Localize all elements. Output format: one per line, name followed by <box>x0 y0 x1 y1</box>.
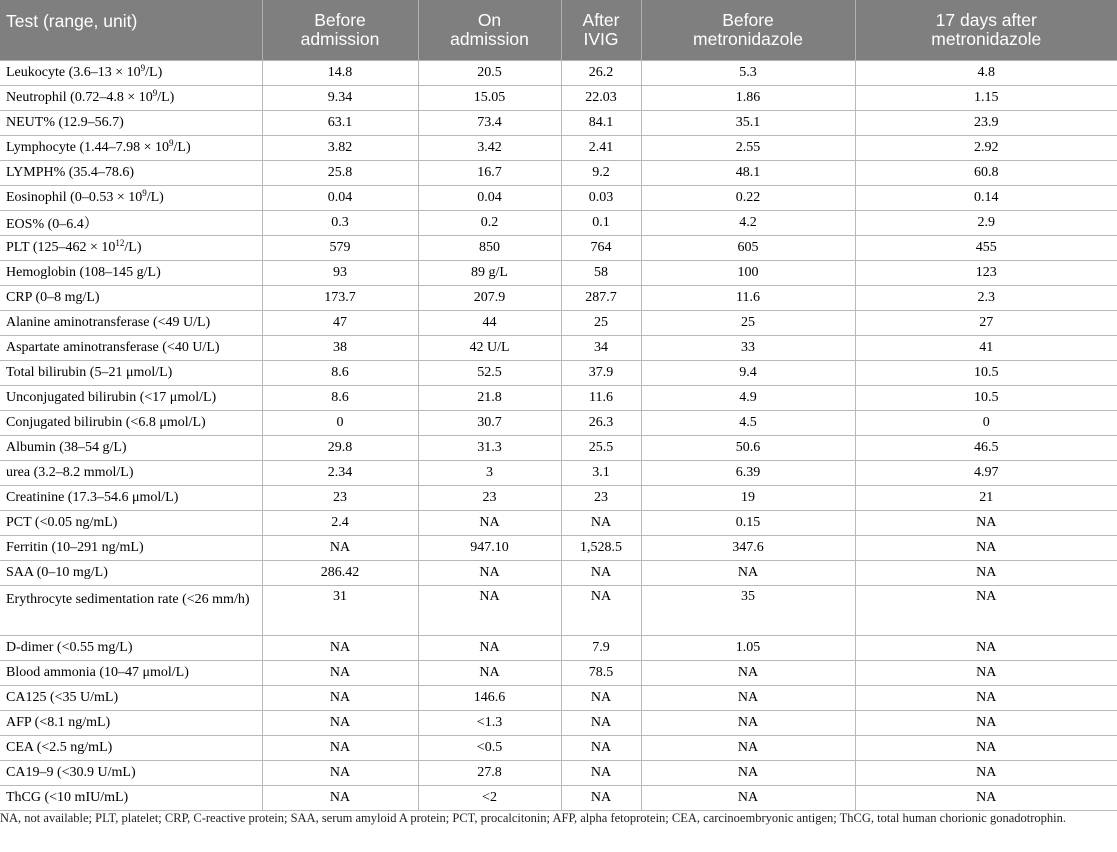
header-line: Before <box>722 10 774 30</box>
test-name-cell <box>0 211 262 236</box>
value-cell: 0.1 <box>561 211 641 236</box>
value-cell: 2.92 <box>855 136 1117 161</box>
value-cell: NA <box>855 711 1117 736</box>
value-cell: 2.55 <box>641 136 855 161</box>
unit-suffix: /L) <box>124 240 142 255</box>
value-cell: NA <box>561 511 641 536</box>
table-row <box>0 536 1117 561</box>
table-header <box>0 0 1117 61</box>
on-admission-header <box>418 0 561 61</box>
test-name: ThCG (<10 mIU/mL) <box>6 790 129 805</box>
test-name-cell <box>0 461 262 486</box>
header-line: 17 days after <box>935 10 1037 30</box>
value-cell: NA <box>561 586 641 636</box>
value-cell: 0.3 <box>262 211 418 236</box>
test-name-cell <box>0 186 262 211</box>
unit-suffix: /L) <box>157 90 175 105</box>
value-cell: 78.5 <box>561 661 641 686</box>
table-row <box>0 61 1117 86</box>
value-cell: NA <box>262 686 418 711</box>
test-name: Alanine aminotransferase (<49 U/L) <box>6 315 211 330</box>
value-cell: 0.03 <box>561 186 641 211</box>
value-cell: NA <box>561 736 641 761</box>
value-cell: 30.7 <box>418 411 561 436</box>
value-cell: 25.8 <box>262 161 418 186</box>
table-row <box>0 636 1117 661</box>
test-name: Albumin (38–54 g/L) <box>6 440 127 455</box>
table-row <box>0 386 1117 411</box>
value-cell: NA <box>855 561 1117 586</box>
table-row <box>0 111 1117 136</box>
test-name: SAA (0–10 mg/L) <box>6 565 108 580</box>
test-name: Unconjugated bilirubin (<17 μmol/L) <box>6 390 217 405</box>
value-cell: 1.05 <box>641 636 855 661</box>
test-name-cell <box>0 161 262 186</box>
header-row <box>0 0 1117 61</box>
table-row <box>0 511 1117 536</box>
header-line: Before <box>314 10 366 30</box>
value-cell: NA <box>561 561 641 586</box>
value-cell: NA <box>418 586 561 636</box>
test-name: Conjugated bilirubin (<6.8 μmol/L) <box>6 415 206 430</box>
value-cell: NA <box>855 586 1117 636</box>
test-name: Ferritin (10–291 ng/mL) <box>6 540 144 555</box>
test-name: D-dimer (<0.55 mg/L) <box>6 640 133 655</box>
value-cell: 1,528.5 <box>561 536 641 561</box>
header-line: metronidazole <box>693 29 803 49</box>
test-name-cell <box>0 436 262 461</box>
value-cell: 605 <box>641 236 855 261</box>
test-name-cell <box>0 586 262 636</box>
value-cell: 6.39 <box>641 461 855 486</box>
test-name: NEUT% (12.9–56.7) <box>6 115 124 130</box>
value-cell: 1.15 <box>855 86 1117 111</box>
table-row <box>0 311 1117 336</box>
test-column-header <box>0 0 262 61</box>
value-cell: 4.97 <box>855 461 1117 486</box>
table-row <box>0 661 1117 686</box>
value-cell: 35.1 <box>641 111 855 136</box>
value-cell: 0 <box>262 411 418 436</box>
value-cell: NA <box>561 786 641 811</box>
after-metronidazole-header <box>855 0 1117 61</box>
value-cell: NA <box>418 636 561 661</box>
value-cell: 455 <box>855 236 1117 261</box>
table-row <box>0 211 1117 236</box>
test-name: CEA (<2.5 ng/mL) <box>6 740 113 755</box>
value-cell: 7.9 <box>561 636 641 661</box>
header-line: admission <box>300 29 380 49</box>
value-cell: 25 <box>641 311 855 336</box>
test-name: Total bilirubin (5–21 μmol/L) <box>6 365 173 380</box>
table-row <box>0 336 1117 361</box>
value-cell: <0.5 <box>418 736 561 761</box>
value-cell: 23.9 <box>855 111 1117 136</box>
value-cell: NA <box>418 661 561 686</box>
unit-exponent: 12 <box>115 238 125 248</box>
before-admission-header <box>262 0 418 61</box>
value-cell: 579 <box>262 236 418 261</box>
value-cell: 947.10 <box>418 536 561 561</box>
test-name: AFP (<8.1 ng/mL) <box>6 715 111 730</box>
header-line: Test (range, unit) <box>6 11 138 31</box>
value-cell: 50.6 <box>641 436 855 461</box>
value-cell: <1.3 <box>418 711 561 736</box>
test-name-cell <box>0 761 262 786</box>
value-cell: 2.3 <box>855 286 1117 311</box>
before-metronidazole-header <box>641 0 855 61</box>
value-cell: NA <box>641 711 855 736</box>
test-name-cell <box>0 261 262 286</box>
table-row <box>0 761 1117 786</box>
table-row <box>0 86 1117 111</box>
value-cell: NA <box>262 536 418 561</box>
value-cell: NA <box>855 736 1117 761</box>
value-cell: 286.42 <box>262 561 418 586</box>
value-cell: 347.6 <box>641 536 855 561</box>
unit-suffix: /L) <box>173 140 191 155</box>
value-cell: 100 <box>641 261 855 286</box>
table-row <box>0 486 1117 511</box>
value-cell: NA <box>262 761 418 786</box>
value-cell: NA <box>262 711 418 736</box>
value-cell: NA <box>855 511 1117 536</box>
value-cell: 44 <box>418 311 561 336</box>
table-row <box>0 436 1117 461</box>
header-line: IVIG <box>583 29 619 49</box>
value-cell: NA <box>262 661 418 686</box>
value-cell: 850 <box>418 236 561 261</box>
table-row <box>0 586 1117 636</box>
table-row <box>0 361 1117 386</box>
value-cell: NA <box>855 686 1117 711</box>
test-name: CA125 (<35 U/mL) <box>6 690 119 705</box>
value-cell: 0.22 <box>641 186 855 211</box>
value-cell: 146.6 <box>418 686 561 711</box>
value-cell: 0 <box>855 411 1117 436</box>
value-cell: 8.6 <box>262 386 418 411</box>
value-cell: 89 g/L <box>418 261 561 286</box>
value-cell: NA <box>641 786 855 811</box>
unit-exponent: 9 <box>142 188 147 198</box>
table-row <box>0 786 1117 811</box>
value-cell: 11.6 <box>561 386 641 411</box>
value-cell: 15.05 <box>418 86 561 111</box>
value-cell: 25.5 <box>561 436 641 461</box>
test-name-cell <box>0 86 262 111</box>
test-name: Lymphocyte (1.44–7.98 × 10 <box>6 140 170 155</box>
unit-exponent: 9 <box>140 63 146 73</box>
value-cell: 23 <box>262 486 418 511</box>
value-cell: 9.34 <box>262 86 418 111</box>
table-row <box>0 236 1117 261</box>
test-name-cell <box>0 386 262 411</box>
test-name-cell <box>0 61 262 86</box>
value-cell: 3.1 <box>561 461 641 486</box>
unit-suffix: /L) <box>146 190 164 205</box>
table-row <box>0 461 1117 486</box>
value-cell: 2.9 <box>855 211 1117 236</box>
test-name: CA19–9 (<30.9 U/mL) <box>6 765 136 780</box>
value-cell: 73.4 <box>418 111 561 136</box>
value-cell: 9.2 <box>561 161 641 186</box>
value-cell: 33 <box>641 336 855 361</box>
value-cell: 63.1 <box>262 111 418 136</box>
table-row <box>0 711 1117 736</box>
value-cell: 93 <box>262 261 418 286</box>
value-cell: 21.8 <box>418 386 561 411</box>
test-name-cell <box>0 786 262 811</box>
value-cell: 47 <box>262 311 418 336</box>
value-cell: 14.8 <box>262 61 418 86</box>
value-cell: 34 <box>561 336 641 361</box>
test-name-cell <box>0 236 262 261</box>
test-name-cell <box>0 286 262 311</box>
test-name-cell <box>0 136 262 161</box>
value-cell: 37.9 <box>561 361 641 386</box>
value-cell: 4.2 <box>641 211 855 236</box>
value-cell: 10.5 <box>855 386 1117 411</box>
value-cell: 123 <box>855 261 1117 286</box>
value-cell: 25 <box>561 311 641 336</box>
test-name: PCT (<0.05 ng/mL) <box>6 515 118 530</box>
test-name-cell <box>0 561 262 586</box>
table-row <box>0 186 1117 211</box>
value-cell: 48.1 <box>641 161 855 186</box>
value-cell: NA <box>561 761 641 786</box>
test-name: Eosinophil (0–0.53 × 10 <box>6 190 143 205</box>
value-cell: NA <box>641 561 855 586</box>
value-cell: 60.8 <box>855 161 1117 186</box>
table-row <box>0 161 1117 186</box>
header-line: metronidazole <box>931 29 1042 49</box>
test-name: Aspartate aminotransferase (<40 U/L) <box>6 340 220 355</box>
test-name: Leukocyte (3.6–13 × 10 <box>6 65 141 80</box>
value-cell: NA <box>641 736 855 761</box>
test-name-cell <box>0 311 262 336</box>
value-cell: 23 <box>561 486 641 511</box>
value-cell: NA <box>641 661 855 686</box>
value-cell: NA <box>262 736 418 761</box>
value-cell: <2 <box>418 786 561 811</box>
test-name: Erythrocyte sedimentation rate (<26 mm/h) <box>6 592 250 607</box>
unit-exponent: 9 <box>169 138 174 148</box>
test-name: urea (3.2–8.2 mmol/L) <box>6 465 134 480</box>
test-name-cell <box>0 536 262 561</box>
value-cell: 11.6 <box>641 286 855 311</box>
value-cell: 31 <box>262 586 418 636</box>
table-row <box>0 686 1117 711</box>
test-name-cell <box>0 511 262 536</box>
value-cell: 4.9 <box>641 386 855 411</box>
table-row <box>0 261 1117 286</box>
table-row <box>0 736 1117 761</box>
value-cell: NA <box>418 511 561 536</box>
value-cell: 38 <box>262 336 418 361</box>
value-cell: 10.5 <box>855 361 1117 386</box>
test-name-cell <box>0 486 262 511</box>
table-row <box>0 561 1117 586</box>
test-name: PLT (125–462 × 10 <box>6 240 116 255</box>
value-cell: 3 <box>418 461 561 486</box>
value-cell: 31.3 <box>418 436 561 461</box>
test-name-cell <box>0 336 262 361</box>
value-cell: 29.8 <box>262 436 418 461</box>
value-cell: 58 <box>561 261 641 286</box>
value-cell: 52.5 <box>418 361 561 386</box>
value-cell: 9.4 <box>641 361 855 386</box>
value-cell: 27.8 <box>418 761 561 786</box>
header-line: admission <box>450 29 529 49</box>
value-cell: 2.41 <box>561 136 641 161</box>
test-name-cell <box>0 736 262 761</box>
value-cell: 20.5 <box>418 61 561 86</box>
table-row <box>0 411 1117 436</box>
value-cell: 23 <box>418 486 561 511</box>
value-cell: 35 <box>641 586 855 636</box>
table-footnote: NA, not available; PLT, platelet; CRP, C-reactive protein; SAA, serum amyloid A protein; PCT, procalcitonin; AFP, alpha fetoprotein; CEA, carcinoembryonic antigen; ThCG, total human chorionic gonadotrophin. <box>0 811 1067 825</box>
test-name: Blood ammonia (10–47 μmol/L) <box>6 665 189 680</box>
value-cell: 173.7 <box>262 286 418 311</box>
value-cell: 287.7 <box>561 286 641 311</box>
test-name: LYMPH% (35.4–78.6) <box>6 165 135 180</box>
test-name-cell <box>0 686 262 711</box>
test-name-cell <box>0 636 262 661</box>
value-cell: 0.2 <box>418 211 561 236</box>
value-cell: 207.9 <box>418 286 561 311</box>
value-cell: 3.82 <box>262 136 418 161</box>
value-cell: NA <box>855 536 1117 561</box>
table-body <box>0 61 1117 811</box>
value-cell: 41 <box>855 336 1117 361</box>
value-cell: 46.5 <box>855 436 1117 461</box>
value-cell: NA <box>561 686 641 711</box>
test-name-cell <box>0 711 262 736</box>
value-cell: 3.42 <box>418 136 561 161</box>
value-cell: NA <box>641 761 855 786</box>
table-row <box>0 136 1117 161</box>
test-name-cell <box>0 361 262 386</box>
value-cell: 16.7 <box>418 161 561 186</box>
value-cell: 22.03 <box>561 86 641 111</box>
value-cell: NA <box>641 686 855 711</box>
value-cell: 21 <box>855 486 1117 511</box>
value-cell: 26.2 <box>561 61 641 86</box>
value-cell: 0.14 <box>855 186 1117 211</box>
header-line: On <box>477 10 502 30</box>
value-cell: 26.3 <box>561 411 641 436</box>
test-name: CRP (0–8 mg/L) <box>6 290 100 305</box>
test-name: Creatinine (17.3–54.6 μmol/L) <box>6 490 179 505</box>
value-cell: 8.6 <box>262 361 418 386</box>
value-cell: NA <box>262 636 418 661</box>
value-cell: NA <box>855 786 1117 811</box>
value-cell: 764 <box>561 236 641 261</box>
table-row <box>0 286 1117 311</box>
value-cell: NA <box>262 786 418 811</box>
test-name-cell <box>0 661 262 686</box>
test-name: EOS% (0–6.4） <box>6 217 98 232</box>
value-cell: NA <box>418 561 561 586</box>
value-cell: 5.3 <box>641 61 855 86</box>
header-line: After <box>582 10 620 30</box>
after-ivig-header <box>561 0 641 61</box>
value-cell: NA <box>855 636 1117 661</box>
value-cell: NA <box>855 661 1117 686</box>
test-name: Hemoglobin (108–145 g/L) <box>6 265 161 280</box>
value-cell: 4.8 <box>855 61 1117 86</box>
value-cell: 42 U/L <box>418 336 561 361</box>
value-cell: 2.34 <box>262 461 418 486</box>
test-name: Neutrophil (0.72–4.8 × 10 <box>6 90 153 105</box>
value-cell: 0.04 <box>418 186 561 211</box>
value-cell: 19 <box>641 486 855 511</box>
value-cell: 27 <box>855 311 1117 336</box>
value-cell: 0.15 <box>641 511 855 536</box>
value-cell: NA <box>855 761 1117 786</box>
value-cell: 84.1 <box>561 111 641 136</box>
value-cell: 4.5 <box>641 411 855 436</box>
value-cell: NA <box>561 711 641 736</box>
test-name-cell <box>0 111 262 136</box>
unit-suffix: /L) <box>145 65 163 80</box>
value-cell: 1.86 <box>641 86 855 111</box>
unit-exponent: 9 <box>152 88 158 98</box>
test-name-cell <box>0 411 262 436</box>
value-cell: 2.4 <box>262 511 418 536</box>
value-cell: 0.04 <box>262 186 418 211</box>
